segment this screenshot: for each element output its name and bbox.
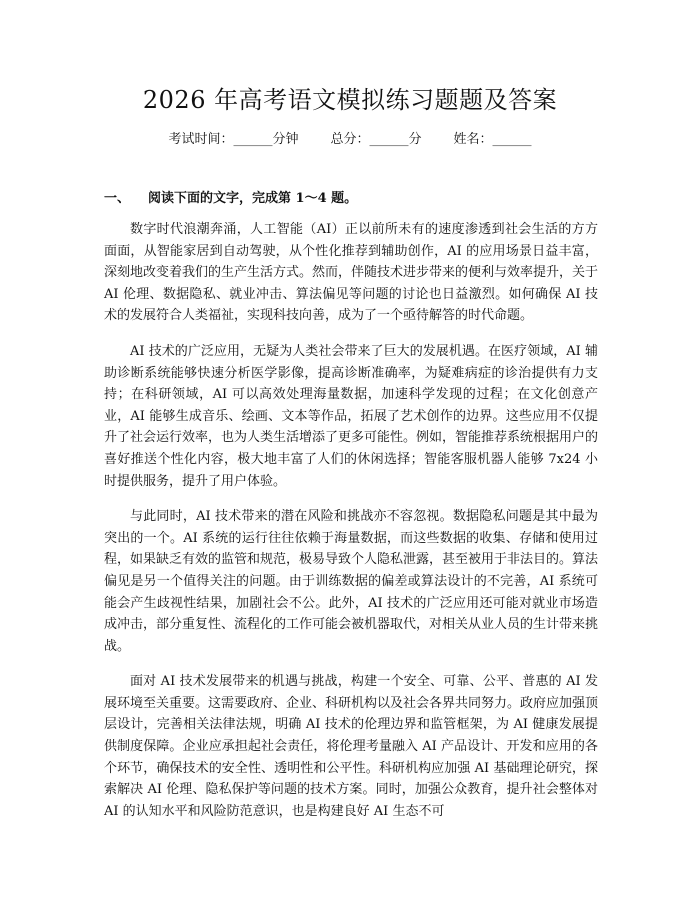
section-heading xyxy=(104,189,357,209)
page-title: 2026 年高考语文模拟练习题题及答案 xyxy=(142,86,558,114)
passage-paragraph-2: AI 技术的广泛应用，无疑为人类社会带来了巨大的发展机遇。在医疗领域，AI 辅助诊断系统能够快速分析医学影像，提高诊断准确率，为疑难病症的诊治提供有力支持；在科研领域，AI 可以高效处理海量数据，加速科学发现的过程；在文化创意产业，AI 能够生成音乐、绘画、文本等作品，拓展了艺术创作的边界。这些应用不仅提升了社会运行效率，也为人类生活增添了更多可能性。例如，智能推荐系统根据用户的喜好推送个性化内容，极大地丰富了人们的休闲选择；智能客服机器人能够 7x24 小时提供服务，提升了用户体验。 xyxy=(104,343,599,489)
student-name-field: 姓名：______ xyxy=(453,132,532,147)
reading-passage xyxy=(104,219,598,836)
passage-paragraph-4: 面对 AI 技术发展带来的机遇与挑战，构建一个安全、可靠、公平、普惠的 AI 发展环境至关重要。这需要政府、企业、科研机构以及社会各界共同努力。政府应加强顶层设计，完善相关法律法规，明确 AI 技术的伦理边界和监管框架，为 AI 健康发展提供制度保障。企业应承担起社会责任，将伦理考量融入 AI 产品设计、开发和应用的各个环节，确保技术的安全性、透明性和公平性。科研机构应加强 AI 基础理论研究，探索解决 AI 伦理、隐私保护等问题的技术方案。同时，加强公众教育，提升社会整体对 AI 的认知水平和风险防范意识，也是构建良好 AI 生态不可 xyxy=(104,674,599,819)
section-instruction: 阅读下面的文字，完成第 1～4 题。 xyxy=(148,191,358,206)
section-number: 一、 xyxy=(104,191,131,206)
exam-time-field: 考试时间：______分钟 xyxy=(168,132,299,147)
exam-meta xyxy=(0,130,700,150)
passage-paragraph-1: 数字时代浪潮奔涌，人工智能（AI）正以前所未有的速度渗透到社会生活的方方面面，从智能家居到自动驾驶，从个性化推荐到辅助创作，AI 的应用场景日益丰富，深刻地改变着我们的生产生活方式。然而，伴随技术进步带来的便利与效率提升，关于 AI 伦理、数据隐私、就业冲击、算法偏见等问题的讨论也日益激烈。如何确保 AI 技术的发展符合人类福祉，实现科技向善，成为了一个亟待解答的时代命题。 xyxy=(104,222,599,324)
passage-paragraph-3: 与此同时，AI 技术带来的潜在风险和挑战亦不容忽视。数据隐私问题是其中最为突出的一个。AI 系统的运行往往依赖于海量数据，而这些数据的收集、存储和使用过程，如果缺乏有效的监管和规范，极易导致个人隐私泄露，甚至被用于非法目的。算法偏见是另一个值得关注的问题。由于训练数据的偏差或算法设计的不完善，AI 系统可能会产生歧视性结果，加剧社会不公。此外，AI 技术的广泛应用还可能对就业市场造成冲击，部分重复性、流程化的工作可能会被机器取代，对相关从业人员的生计带来挑战。 xyxy=(104,509,599,654)
total-score-field: 总分：______分 xyxy=(330,132,422,147)
